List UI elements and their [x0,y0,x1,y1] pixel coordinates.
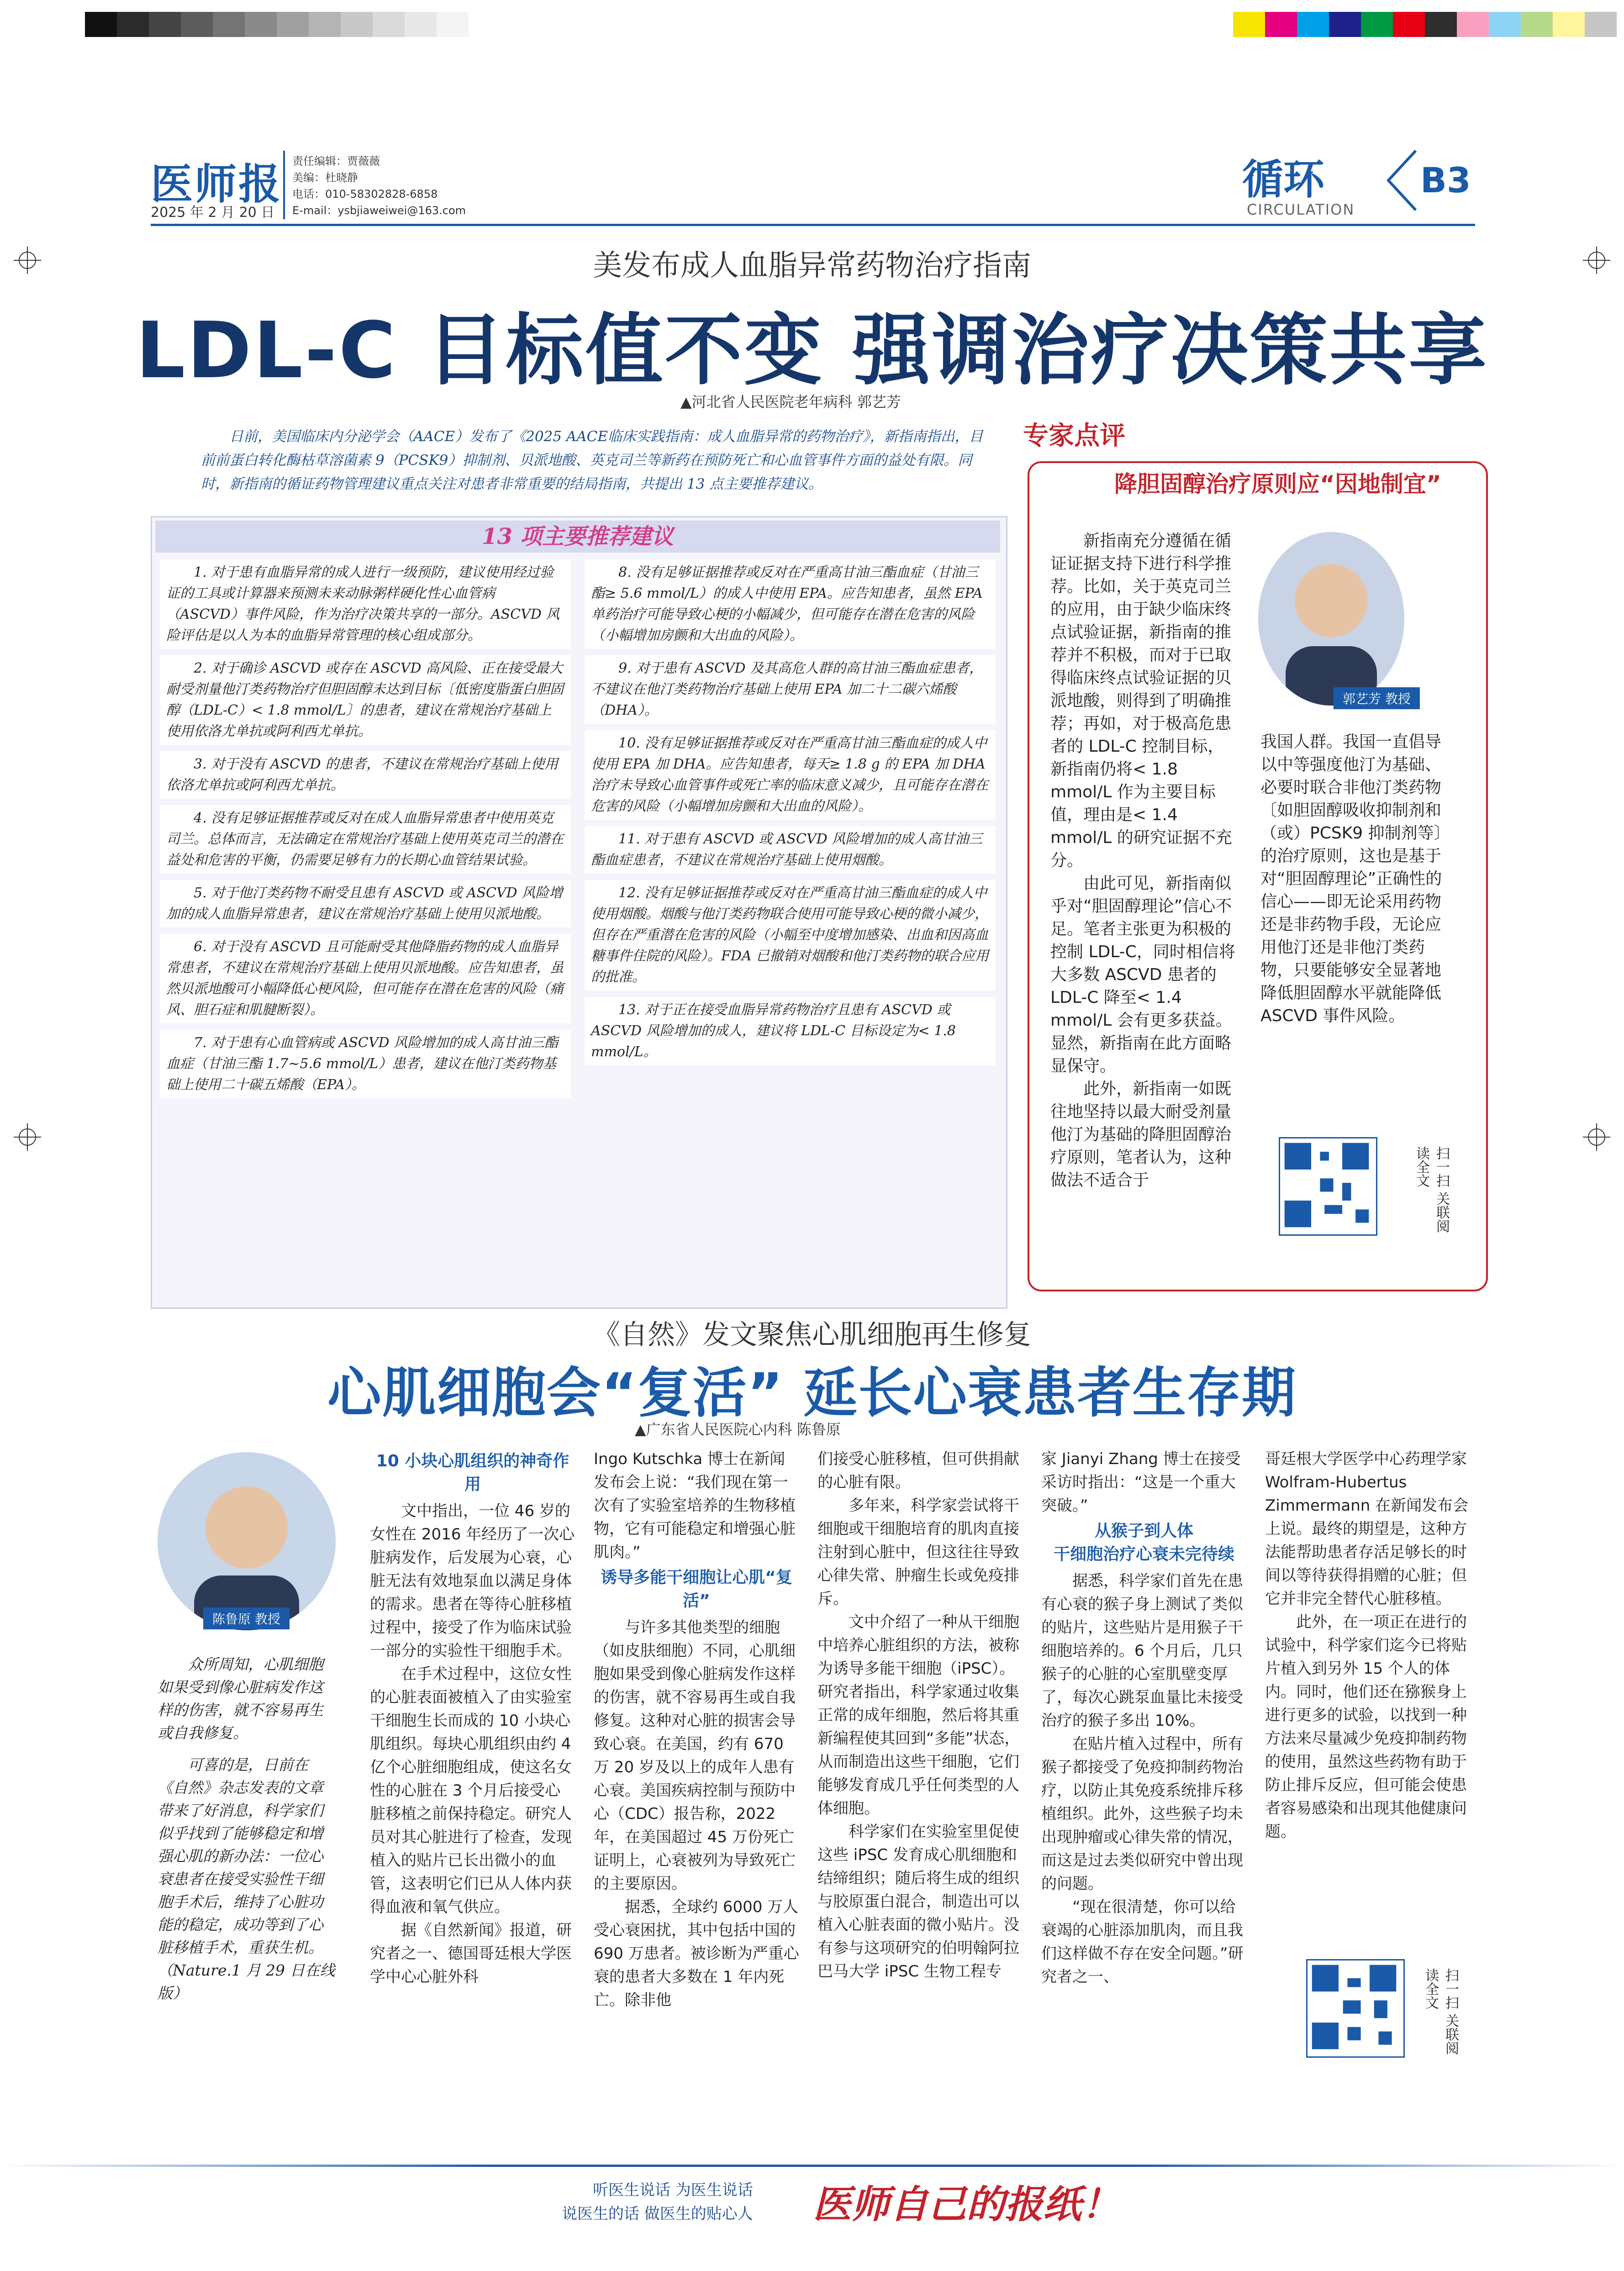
qr-code-icon [1308,1960,1401,2054]
article2-col3 [817,1448,1023,1983]
author-portrait-caption: 陈鲁原 教授 [203,1607,290,1629]
editor-info [292,153,466,219]
color-swatch [1329,12,1361,37]
author-portrait [158,1452,336,1630]
recommendation-item: 2. 对于确诊 ASCVD 或存在 ASCVD 高风险、正在接受最大耐受剂量他汀类药物治疗但胆固醇未达到目标〔低密度脂蛋白胆固醇（LDL-C）< 1.8 mmol/L〕的患者，建议在常规治疗基础上使用依洛尤单抗或阿利西尤单抗。 [160,655,571,745]
color-swatch [1297,12,1329,37]
color-swatch [1393,12,1425,37]
qr-label: 扫一扫 关联阅读全文 [1413,1146,1450,1233]
qr-label: 扫一扫 关联阅读全文 [1423,1968,1459,2055]
editor-line: E-mail：ysbjiaweiwei@163.com [292,204,466,217]
color-swatch [181,12,213,37]
recommendation-item: 1. 对于患有血脂异常的成人进行一级预防，建议使用经过验证的工具或计算器来预测未来动脉粥样硬化性心血管病（ASCVD）事件风险，作为治疗决策共享的一部分。ASCVD 风险评估是以人为本的血脂异常管理的核心组成部分。 [160,559,571,649]
person-icon [1258,532,1404,706]
article2-col5 [1265,1448,1471,1844]
section-title: 循环 [1242,156,1324,204]
color-swatch [149,12,181,37]
recommendation-item: 10. 没有足够证据推荐或反对在严重高甘油三酯血症的成人中使用 EPA 加 DHA。应告知患者，每天≥ 1.8 g 的 EPA 加 DHA 治疗未导致心血管事件或死亡率的临床意义减少，且可能存在潜在危害的风险（小幅增加房颤和大出血的风险）。 [585,730,996,820]
header-rule [151,224,1475,226]
article2-intro [158,1653,336,2014]
paragraph: 由此可见，新指南似乎对“胆固醇理论”信心不足。笔者主张更为积极的控制 LDL-C，同时相信将大多数 ASCVD 患者的 LDL-C 降至< 1.4 mmol/L 会有更多获益。显然，新指南在此方面略显保守。 [1050,874,1235,1075]
paragraph: 哥廷根大学医学中心药理学家 Wolfram-Hubertus Zimmermann 在新闻发布会上说。最终的期望是，这种方法能帮助患者存活足够长的时间以等待获得捐赠的心脏；但它并非完全替代心脏移植。 [1265,1450,1469,1608]
expert-col-right [1260,731,1457,1027]
color-swatch [117,12,149,37]
paragraph: 新指南充分遵循在循证证据支持下进行科学推荐。比如，关于英克司兰的应用，由于缺少临床终点试验证据，新指南的推荐并不积极，而对于已取得临床终点试验证据的贝派地酸，则得到了明确推荐；再如，对于极高危患者的 LDL-C 控制目标，新指南仍将< 1.8 mmol/L 作为主要目标值，理由是< 1.4 mmol/L 的研究证据不充分。 [1050,532,1232,870]
paragraph: 众所周知，心肌细胞如果受到像心脏病发作这样的伤害，就不容易再生或自我修复。 [158,1655,323,1742]
footer-brand: 医师自己的报纸！ [813,2181,1120,2227]
chevron-left-icon [1379,146,1425,215]
qr-code[interactable] [1279,1137,1377,1236]
color-swatch [1521,12,1553,37]
paragraph: “现在很清楚，你可以给衰竭的心脏添加肌肉，而且我们这样做不存在安全问题。”研究者之一、 [1041,1898,1244,1986]
registration-mark-icon [14,1123,41,1151]
color-swatch [405,12,437,37]
paragraph: 多年来，科学家尝试将干细胞或干细胞培育的肌肉直接注射到心脏中，但这往往导致心律失常、肿瘤生长或免疫排斥。 [817,1496,1019,1608]
recommendation-item: 8. 没有足够证据推荐或反对在严重高甘油三酯血症（甘油三酯≥ 5.6 mmol/L）的成人中使用 EPA。应告知患者，虽然 EPA 单药治疗可能导致心梗的小幅减少，但可能存在潜在危害的风险（小幅增加房颤和大出血的风险）。 [585,559,996,649]
editor-line: 美编：杜晓静 [292,171,358,184]
recommendations-heading: 13 项主要推荐建议 [155,521,1000,553]
editor-line: 责任编辑：贾薇薇 [292,155,380,168]
article1-title: LDL-C 目标值不变 强调治疗决策共享 [136,306,1488,396]
color-swatch [1265,12,1297,37]
article1-author: ▲河北省人民医院老年病科 郭艺芳 [680,393,901,411]
color-swatch [1361,12,1393,37]
color-swatch [437,12,469,37]
color-swatch [373,12,405,37]
section-subtitle: CIRCULATION [1247,201,1355,218]
expert-tag: 专家点评 [1023,421,1125,451]
footer-slogan [562,2178,753,2226]
paragraph: 科学家们在实验室里促使这些 iPSC 发育成心肌细胞和结缔组织；随后将生成的组织与胶原蛋白混合，制造出可以植入心脏表面的微小贴片。没有参与这项研究的伯明翰阿拉巴马大学 iPSC 生物工程专 [817,1823,1019,1981]
paragraph: 在手术过程中，这位女性的心脏表面被植入了由实验室干细胞生长而成的 10 小块心肌组织。每块心肌组织由约 4 亿个心脏细胞组成，使这名女性的心脏在 3 个月后接受心脏移植之前保持稳定。研究人员对其心脏进行了检查，发现植入的贴片已长出微小的血管，这表明它们已从人体内获得血液和氧气供应。 [370,1665,572,1916]
recommendation-item: 6. 对于没有 ASCVD 且可能耐受其他降脂药物的成人血脂异常患者，不建议在常规治疗基础上使用贝派地酸。应告知患者，虽然贝派地酸可小幅降低心梗风险，但可能存在潜在危害的风险（痛风、胆石症和肌腱断裂）。 [160,934,571,1023]
color-swatch [309,12,341,37]
expert-portrait [1258,532,1404,706]
color-swatch [85,12,117,37]
issue-date: 2025 年 2 月 20 日 [151,205,275,221]
paragraph: 据悉，科学家们首先在患有心衰的猴子身上测试了类似的贴片，这些贴片是用猴子干细胞培养的。6 个月后，几只猴子的心脏的心室肌壁变厚了，每次心跳泵血量比未接受治疗的猴子多出 10%。 [1041,1572,1243,1730]
cmyk-color-bar [1233,12,1617,37]
recommendations-left-column [160,559,571,1105]
color-swatch [1585,12,1617,37]
recommendation-item: 12. 没有足够证据推荐或反对在严重高甘油三酯血症的成人中使用烟酸。烟酸与他汀类药物联合使用可能导致心梗的微小减少，但存在严重潜在危害的风险（小幅至中度增加感染、出血和因高血糖事件住院的风险）。FDA 已撤销对烟酸和他汀类药物的联合应用的批准。 [585,880,996,991]
page-number: B3 [1420,160,1471,200]
slogan-line: 说医生的话 做医生的贴心人 [562,2205,753,2223]
color-swatch [1553,12,1585,37]
recommendations-right-column [585,559,996,1072]
recommendation-item: 9. 对于患有 ASCVD 及其高危人群的高甘油三酯血症患者，不建议在他汀类药物治疗基础上使用 EPA 加二十二碳六烯酸（DHA）。 [585,655,996,724]
color-swatch [1233,12,1265,37]
paragraph: 在贴片植入过程中，所有猴子都接受了免疫抑制药物治疗，以防止其免疫系统排斥移植组织。此外，这些猴子均未出现肿瘤或心律失常的情况，而这是过去类似研究中曾出现的问题。 [1041,1735,1243,1893]
recommendation-item: 11. 对于患有 ASCVD 或 ASCVD 风险增加的成人高甘油三酯血症患者，不建议在常规治疗基础上使用烟酸。 [585,826,996,874]
color-swatch [1425,12,1457,37]
paragraph: 文中指出，一位 46 岁的女性在 2016 年经历了一次心脏病发作，后发展为心衰，心脏无法有效地泵血以满足身体的需求。患者在等待心脏移植过程中，接受了作为临床试验一部分的实验性干细胞手术。 [370,1502,575,1660]
paper-logo: 医师报 [151,159,283,209]
paragraph: 与许多其他类型的细胞（如皮肤细胞）不同，心肌细胞如果受到像心脏病发作这样的伤害，就不容易再生或自我修复。这种对心脏的损害会导致心衰。在美国，约有 670 万 20 岁及以上的成年人患有心衰。美国疾病控制与预防中心（CDC）报告称，2022 年，在美国超过 45 万份死亡证明上，心衰被列为导致死亡的主要原因。 [594,1618,796,1893]
section-heading: 10 小块心肌组织的神奇作用 [376,1452,569,1494]
color-swatch [213,12,245,37]
expert-col-left [1050,530,1238,1192]
paragraph: 文中介绍了一种从干细胞中培养心脏组织的方法，被称为诱导多能干细胞（iPSC）。研究者指出，科学家通过收集正常的成年细胞，然后将其重新编程使其回到“多能”状态，从而制造出这些干细胞，它们能够发育成几乎任何类型的人体细胞。 [817,1613,1020,1818]
paragraph: 们接受心脏移植，但可供捐献的心脏有限。 [817,1450,1019,1491]
section-heading: 诱导多能干细胞让心肌“复活” [601,1568,792,1610]
article2-subtitle: 《自然》发文聚焦心肌细胞再生修复 [593,1319,1031,1351]
color-swatch [341,12,373,37]
editor-line: 电话：010-58302828-6858 [292,188,438,200]
qr-code[interactable] [1306,1959,1405,2058]
grayscale-color-bar [85,12,469,37]
article1-subtitle: 美发布成人血脂异常药物治疗指南 [593,249,1031,283]
color-swatch [1489,12,1521,37]
article2-col4 [1041,1448,1247,1989]
recommendation-item: 7. 对于患有心血管病或 ASCVD 风险增加的成人高甘油三酯血症（甘油三酯 1.7~5.6 mmol/L）患者，建议在他汀类药物基础上使用二十碳五烯酸（EPA）。 [160,1030,571,1098]
paragraph: 此外，在一项正在进行的试验中，科学家们迄今已将贴片植入到另外 15 个人的体内。同时，他们还在猕猴身上进行更多的试验，以找到一种方法来尽量减少免疫抑制药物的使用，虽然这些药物有助于防止排斥反应，但可能会使患者容易感染和出现其他健康问题。 [1265,1613,1467,1841]
expert-portrait-caption: 郭艺芳 教授 [1334,687,1420,709]
color-swatch [245,12,277,37]
qr-code-icon [1280,1138,1373,1232]
paragraph: 家 Jianyi Zhang 博士在接受采访时指出：“这是一个重大突破。” [1041,1450,1241,1515]
article2-col2 [594,1448,799,2012]
slogan-line: 听医生说话 为医生说话 [593,2181,753,2199]
paragraph: 据《自然新闻》报道，研究者之一、德国哥廷根大学医学中心心脏外科 [370,1921,572,1986]
section-heading: 从猴子到人体 干细胞治疗心衰未完待续 [1053,1522,1234,1564]
paragraph: 此外，新指南一如既往地坚持以最大耐受剂量他汀为基础的降胆固醇治疗原则，笔者认为，这种做法不适合于 [1050,1080,1232,1190]
footer-rule [0,2165,1624,2167]
recommendation-item: 4. 没有足够证据推荐或反对在成人血脂异常患者中使用英克司兰。总体而言，无法确定在常规治疗基础上使用英克司兰的潜在益处和危害的平衡，仍需要足够有力的长期心血管结果试验。 [160,805,571,874]
paragraph: 可喜的是，日前在《自然》杂志发表的文章带来了好消息，科学家们似乎找到了能够稳定和增强心肌的新办法：一位心衰患者在接受实验性干细胞手术后，维持了心脏功能的稳定，成功等到了心脏移植手术，重获生机。（Nature.1 月 29 日在线版） [158,1756,335,2002]
article2-col1 [370,1448,575,1989]
registration-mark-icon [1583,1123,1610,1151]
article1-lead: 日前，美国临床内分泌学会（AACE）发布了《2025 AACE临床实践指南：成人血脂异常的药物治疗》，新指南指出，目前前蛋白转化酶枯草溶菌素 9（PCSK9）抑制剂、贝派地酸、英克司兰等新药在预防死亡和心血管事件方面的益处有限。同时，新指南的循证药物管理建议重点关注对患者非常重要的结局指南，共提出 13 点主要推荐建议。 [201,428,983,492]
paragraph: 我国人群。我国一直倡导以中等强度他汀为基础、必要时联合非他汀类药物〔如胆固醇吸收抑制剂和（或）PCSK9 抑制剂等〕的治疗原则，这也是基于对“胆固醇理论”正确性的信心——即无论采用药物还是非药物手段，无论应用他汀还是非他汀类药物，只要能够安全显著地降低胆固醇水平就能降低 ASCVD 事件风险。 [1260,732,1450,1025]
color-swatch [277,12,309,37]
recommendation-item: 3. 对于没有 ASCVD 的患者，不建议在常规治疗基础上使用依洛尤单抗或阿利西尤单抗。 [160,751,571,799]
paragraph: 据悉，全球约 6000 万人受心衰困扰，其中包括中国的 690 万患者。被诊断为严重心衰的患者大多数在 1 年内死亡。除非他 [594,1898,799,2009]
article2-author: ▲广东省人民医院心内科 陈鲁原 [635,1421,841,1438]
recommendation-item: 5. 对于他汀类药物不耐受且患有 ASCVD 或 ASCVD 风险增加的成人血脂异常患者，建议在常规治疗基础上使用贝派地酸。 [160,880,571,927]
header-divider [283,151,285,219]
recommendation-item: 13. 对于正在接受血脂异常药物治疗且患有 ASCVD 或 ASCVD 风险增加的成人，建议将 LDL-C 目标设定为< 1.8 mmol/L。 [585,997,996,1065]
expert-title: 降胆固醇治疗原则应“因地制宜” [1114,471,1441,497]
person-icon [158,1452,336,1630]
article2-title: 心肌细胞会“复活” 延长心衰患者生存期 [327,1361,1297,1424]
paragraph: Ingo Kutschka 博士在新闻发布会上说：“我们现在第一次有了实验室培养的生物移植物，它有可能稳定和增强心脏肌肉。” [594,1450,796,1561]
color-swatch [1457,12,1489,37]
